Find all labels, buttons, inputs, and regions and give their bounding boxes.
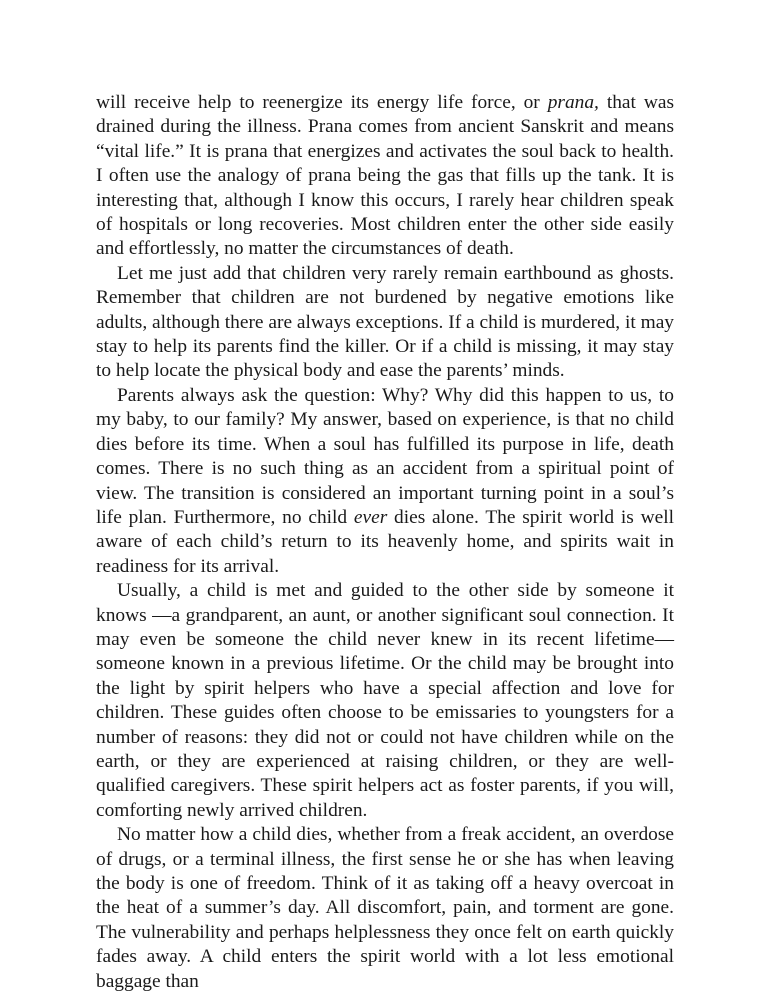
paragraph-5: [96, 823, 674, 994]
text-run: Let me just add that children very rarely remain earthbound as ghosts. Remember that children are not burdened by negative emotions like adults, although there are always exceptions. If a child is murdered, it may stay to help its parents find the killer. Or if a child is missing, it may stay to help locate the physical body and ease the parents’ minds.: [96, 262, 674, 382]
paragraph-1: [96, 91, 674, 262]
emphasis-ever: ever: [353, 506, 388, 528]
text-run: dies alone. The spirit world is well aware of each child’s return to its heavenly home, and spirits wait in readiness for its arrival.: [96, 506, 674, 577]
paragraph-2: [96, 262, 674, 384]
text-run: Parents always ask the question: Why? Why did this happen to us, to my baby, to our family? My answer, based on experience, is that no child dies before its time. When a soul has fulfilled its purpose in life, death comes. There is no such thing as an accident from a spiritual point of view. The transition is considered an important turning point in a soul’s life plan. Furthermore, no child: [96, 384, 674, 528]
text-run: No matter how a child dies, whether from a freak accident, an overdose of drugs, or a terminal illness, the first sense he or she has when leaving the body is one of freedom. Think of it as taking off a heavy overcoat in the heat of a summer’s day. All discomfort, pain, and torment are gone. The vulnerability and perhaps helplessness they once felt on earth quickly fades away. A child enters the spirit world with a lot less emotional baggage than: [96, 824, 674, 992]
emphasis-prana: prana,: [547, 92, 599, 113]
text-run: that was drained during the illness. Prana comes from ancient Sanskrit and means “vital life.” It is prana that energizes and activates the soul back to health. I often use the analogy of prana being the gas that fills up the tank. It is interesting that, although I know this occurs, I rarely hear children speak of hospitals or long recoveries. Most children enter the other side easily and effortlessly, no matter the circumstances of death.: [96, 92, 674, 260]
paragraph-3: [96, 384, 674, 579]
body-text: [96, 91, 674, 994]
paragraph-4: [96, 579, 674, 823]
text-run: will receive help to reenergize its energy life force, or: [96, 92, 548, 113]
text-run: Usually, a child is met and guided to the other side by someone it knows —a grandparent, an aunt, or another significant soul connection. It may even be someone the child never knew in its recent lifetime—someone known in a previous lifetime. Or the child may be brought into the light by spirit helpers who have a special affection and love for children. These guides often choose to be emissaries to youngsters for a number of reasons: they did not or could not have children while on the earth, or they are experienced at raising children, or they are well-qualified caregivers. These spirit helpers act as foster parents, if you will, comforting newly arrived children.: [96, 580, 674, 821]
